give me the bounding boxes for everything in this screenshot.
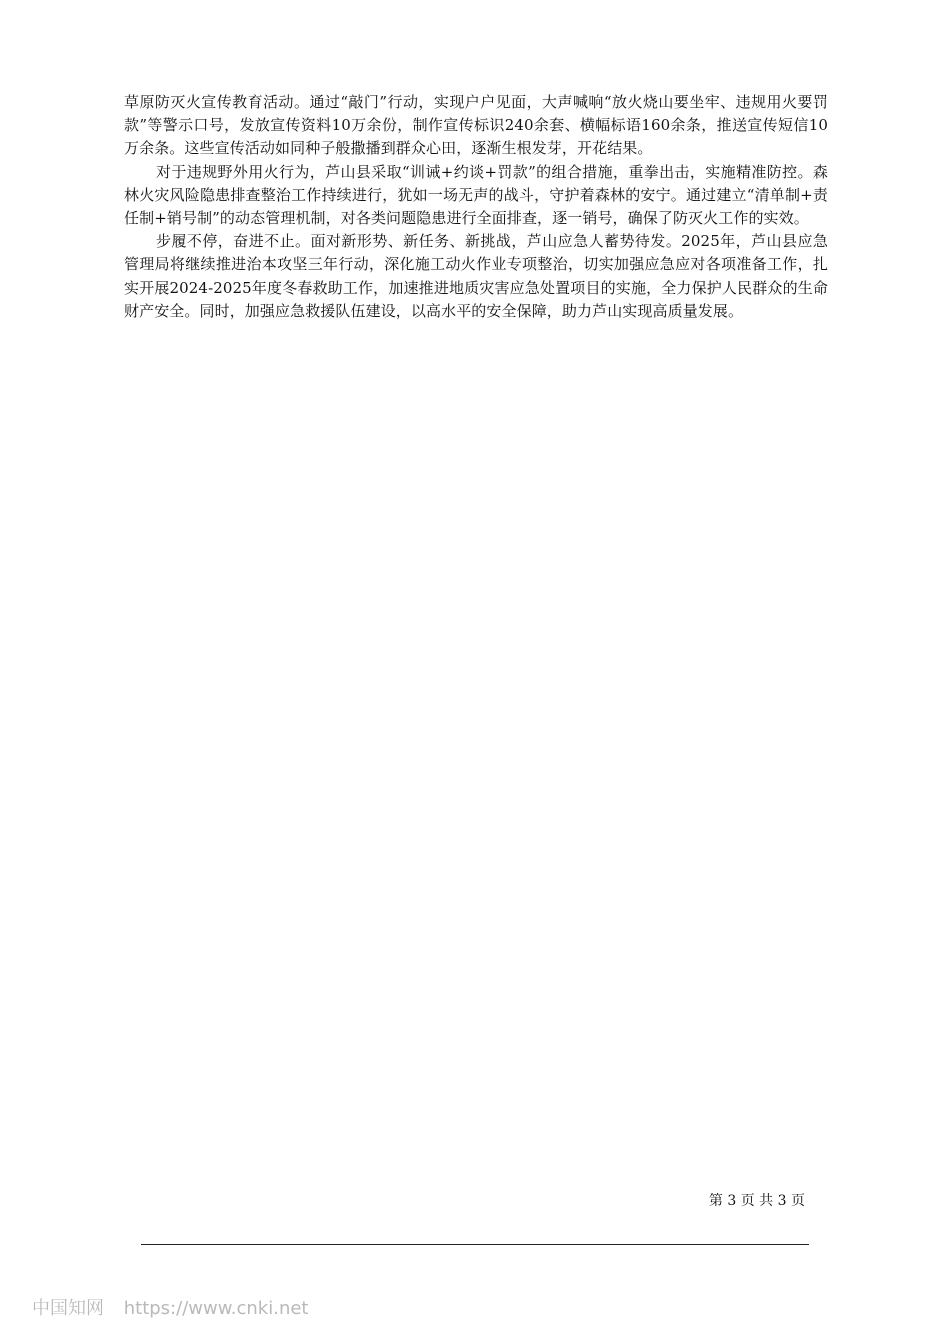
watermark-url: https://www.cnki.net xyxy=(123,1298,309,1319)
paragraph-2: 对于违规野外用火行为，芦山县采取“训诫+约谈+罚款”的组合措施，重拳出击，实施精准防控。森林火灾风险隐患排查整治工作持续进行，犹如一场无声的战斗，守护着森林的安宁。通过建立“清单制+责任制+销号制”的动态管理机制，对各类问题隐患进行全面排查，逐一销号，确保了防灭火工作的实效。 xyxy=(124,162,828,228)
footer-divider xyxy=(141,1244,809,1245)
paragraph-1: 草原防灭火宣传教育活动。通过“敲门”行动，实现户户见面，大声喊响“放火烧山要坐牢、违规用火要罚款”等警示口号，发放宣传资料10万余份，制作宣传标识240余套、横幅标语160余条，推送宣传短信10万余条。这些宣传活动如同种子般撒播到群众心田，逐渐生根发芽，开花结果。 xyxy=(124,93,828,158)
body-text xyxy=(124,91,828,323)
page-number: 第 3 页 共 3 页 xyxy=(708,1193,805,1209)
watermark-brand: 中国知网 xyxy=(32,1298,104,1319)
paragraph-3: 步履不停，奋进不止。面对新形势、新任务、新挑战，芦山应急人蓄势待发。2025年，芦山县应急管理局将继续推进治本攻坚三年行动，深化施工动火作业专项整治，切实加强应急应对各项准备工作，扎实开展2024-2025年度冬春救助工作，加速推进地质灾害应急处置项目的实施，全力保护人民群众的生命财产安全。同时，加强应急救援队伍建设，以高水平的安全保障，助力芦山实现高质量发展。 xyxy=(124,232,828,320)
cnki-watermark xyxy=(32,1294,308,1320)
